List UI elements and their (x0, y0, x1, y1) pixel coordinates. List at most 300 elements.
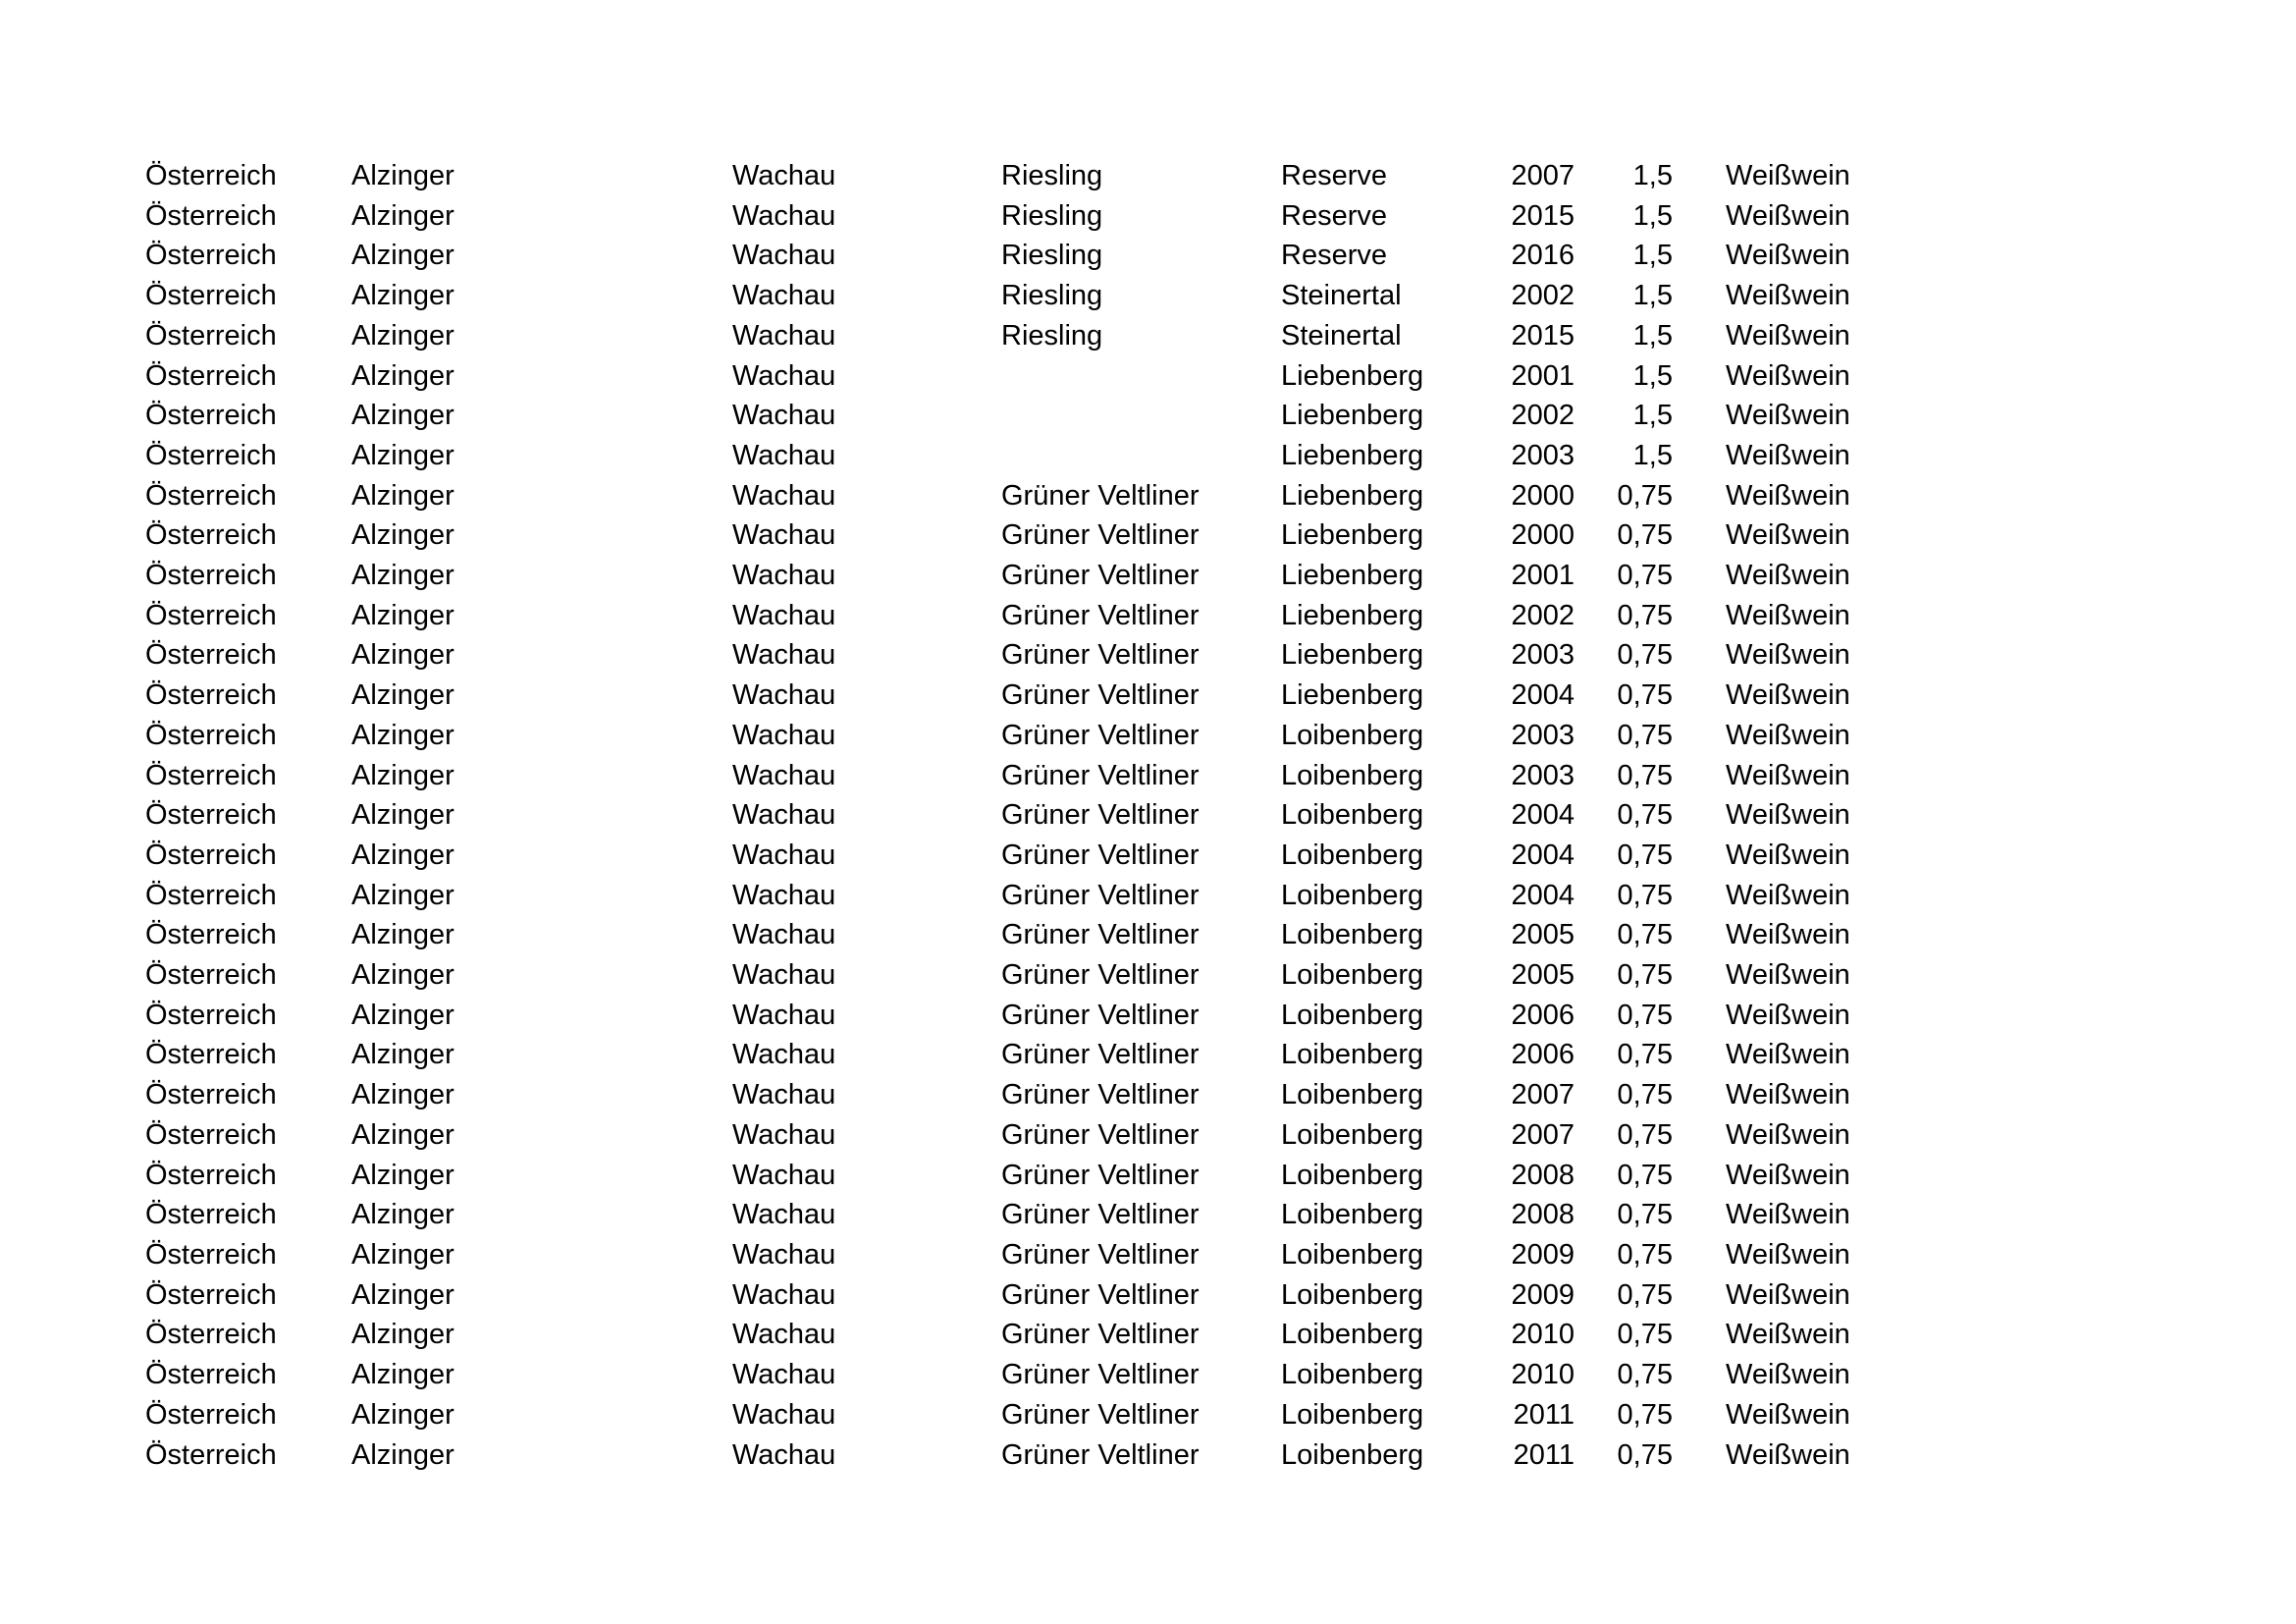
spacer-cell (1673, 196, 1726, 237)
wine-type-cell: Weißwein (1726, 799, 1850, 832)
bottle-size-cell: 0,75 (1617, 1278, 1673, 1311)
spacer-cell (1673, 1115, 1726, 1156)
vintage-cell: 2003 (1511, 719, 1575, 751)
wine-type-cell: Weißwein (1726, 160, 1850, 191)
vintage-cell: 2009 (1511, 1278, 1575, 1311)
bottle-size-cell: 1,5 (1632, 160, 1673, 191)
spacer-cell (1673, 436, 1726, 476)
bottle-size-cell: 0,75 (1617, 1238, 1673, 1271)
producer-cell: Alzinger (351, 919, 454, 951)
spacer-cell (1673, 596, 1726, 636)
spacer-cell (1673, 1275, 1726, 1316)
grape-cell: Grüner Veltliner (1001, 1039, 1200, 1071)
wine-type-cell: Weißwein (1726, 639, 1850, 672)
grape-cell: Riesling (1001, 240, 1103, 272)
vintage-cell: 2000 (1511, 479, 1575, 512)
spacer-cell (1673, 955, 1726, 996)
region-cell: Wachau (732, 1238, 836, 1271)
country-cell: Österreich (145, 240, 277, 272)
bottle-size-cell: 0,75 (1617, 1159, 1673, 1191)
wine-list-body (145, 156, 1902, 1475)
site-cell: Loibenberg (1281, 1199, 1424, 1231)
bottle-size-cell: 0,75 (1617, 1079, 1673, 1111)
region-cell: Wachau (732, 1079, 836, 1111)
site-cell: Loibenberg (1281, 1159, 1424, 1191)
vintage-cell: 2005 (1511, 919, 1575, 951)
vintage-cell: 2007 (1511, 160, 1575, 191)
table-row (145, 1435, 1902, 1476)
site-cell: Loibenberg (1281, 839, 1424, 871)
bottle-size-cell: 0,75 (1617, 1438, 1673, 1471)
vintage-cell: 2007 (1511, 1079, 1575, 1111)
spacer-cell (1673, 1035, 1726, 1075)
grape-cell: Riesling (1001, 199, 1103, 232)
producer-cell: Alzinger (351, 719, 454, 751)
wine-type-cell: Weißwein (1726, 560, 1850, 592)
country-cell: Österreich (145, 639, 277, 672)
bottle-size-cell: 1,5 (1632, 280, 1673, 312)
table-row (145, 915, 1902, 955)
spacer-cell (1673, 1075, 1726, 1115)
table-row (145, 1115, 1902, 1156)
country-cell: Österreich (145, 799, 277, 832)
site-cell: Loibenberg (1281, 1079, 1424, 1111)
table-row (145, 635, 1902, 676)
region-cell: Wachau (732, 280, 836, 312)
vintage-cell: 2002 (1511, 400, 1575, 432)
table-row (145, 1235, 1902, 1275)
table-row (145, 596, 1902, 636)
vintage-cell: 2008 (1511, 1159, 1575, 1191)
table-row (145, 316, 1902, 356)
region-cell: Wachau (732, 879, 836, 911)
spacer-cell (1673, 1315, 1726, 1355)
wine-type-cell: Weißwein (1726, 719, 1850, 751)
producer-cell: Alzinger (351, 1438, 454, 1471)
bottle-size-cell: 1,5 (1632, 199, 1673, 232)
site-cell: Liebenberg (1281, 639, 1424, 672)
wine-type-cell: Weißwein (1726, 1118, 1850, 1151)
grape-cell: Grüner Veltliner (1001, 1319, 1200, 1351)
bottle-size-cell: 0,75 (1617, 919, 1673, 951)
table-row (145, 876, 1902, 916)
site-cell: Loibenberg (1281, 719, 1424, 751)
table-row (145, 436, 1902, 476)
wine-type-cell: Weißwein (1726, 919, 1850, 951)
grape-cell (1001, 356, 1281, 397)
table-row (145, 556, 1902, 596)
grape-cell: Grüner Veltliner (1001, 799, 1200, 832)
bottle-size-cell: 1,5 (1632, 439, 1673, 471)
country-cell: Österreich (145, 160, 277, 191)
bottle-size-cell: 0,75 (1617, 1359, 1673, 1391)
grape-cell: Grüner Veltliner (1001, 879, 1200, 911)
producer-cell: Alzinger (351, 199, 454, 232)
region-cell: Wachau (732, 519, 836, 552)
spacer-cell (1673, 915, 1726, 955)
spacer-cell (1673, 515, 1726, 556)
country-cell: Österreich (145, 1199, 277, 1231)
site-cell: Loibenberg (1281, 919, 1424, 951)
table-row (145, 1035, 1902, 1075)
table-row (145, 1156, 1902, 1196)
bottle-size-cell: 0,75 (1617, 719, 1673, 751)
producer-cell: Alzinger (351, 1118, 454, 1151)
region-cell: Wachau (732, 639, 836, 672)
bottle-size-cell: 1,5 (1632, 240, 1673, 272)
site-cell: Loibenberg (1281, 1438, 1424, 1471)
spacer-cell (1673, 236, 1726, 276)
vintage-cell: 2006 (1511, 999, 1575, 1031)
country-cell: Österreich (145, 1359, 277, 1391)
spacer-cell (1673, 676, 1726, 716)
producer-cell: Alzinger (351, 400, 454, 432)
wine-type-cell: Weißwein (1726, 359, 1850, 392)
table-row (145, 156, 1902, 196)
wine-type-cell: Weißwein (1726, 1319, 1850, 1351)
wine-list-table (145, 156, 1902, 1475)
table-row (145, 716, 1902, 756)
region-cell: Wachau (732, 160, 836, 191)
grape-cell: Grüner Veltliner (1001, 639, 1200, 672)
table-row (145, 396, 1902, 436)
site-cell: Reserve (1281, 199, 1387, 232)
site-cell: Loibenberg (1281, 1238, 1424, 1271)
wine-type-cell: Weißwein (1726, 439, 1850, 471)
wine-type-cell: Weißwein (1726, 1079, 1850, 1111)
bottle-size-cell: 0,75 (1617, 879, 1673, 911)
vintage-cell: 2005 (1511, 959, 1575, 992)
site-cell: Liebenberg (1281, 479, 1424, 512)
producer-cell: Alzinger (351, 1199, 454, 1231)
site-cell: Loibenberg (1281, 1398, 1424, 1431)
table-row (145, 1315, 1902, 1355)
grape-cell: Grüner Veltliner (1001, 1278, 1200, 1311)
spacer-cell (1673, 836, 1726, 876)
bottle-size-cell: 1,5 (1632, 319, 1673, 352)
region-cell: Wachau (732, 759, 836, 791)
country-cell: Österreich (145, 1238, 277, 1271)
table-row (145, 1275, 1902, 1316)
country-cell: Österreich (145, 199, 277, 232)
producer-cell: Alzinger (351, 1079, 454, 1111)
wine-type-cell: Weißwein (1726, 519, 1850, 552)
wine-type-cell: Weißwein (1726, 679, 1850, 712)
spacer-cell (1673, 1355, 1726, 1395)
vintage-cell: 2007 (1511, 1118, 1575, 1151)
site-cell: Loibenberg (1281, 1278, 1424, 1311)
producer-cell: Alzinger (351, 319, 454, 352)
country-cell: Österreich (145, 1079, 277, 1111)
bottle-size-cell: 0,75 (1617, 599, 1673, 631)
bottle-size-cell: 0,75 (1617, 560, 1673, 592)
country-cell: Österreich (145, 560, 277, 592)
grape-cell: Grüner Veltliner (1001, 1079, 1200, 1111)
country-cell: Österreich (145, 1118, 277, 1151)
site-cell: Loibenberg (1281, 1319, 1424, 1351)
bottle-size-cell: 0,75 (1617, 1319, 1673, 1351)
country-cell: Österreich (145, 679, 277, 712)
producer-cell: Alzinger (351, 560, 454, 592)
region-cell: Wachau (732, 1438, 836, 1471)
table-row (145, 1395, 1902, 1435)
vintage-cell: 2011 (1513, 1438, 1575, 1471)
country-cell: Österreich (145, 439, 277, 471)
grape-cell: Grüner Veltliner (1001, 479, 1200, 512)
region-cell: Wachau (732, 999, 836, 1031)
grape-cell: Grüner Veltliner (1001, 519, 1200, 552)
grape-cell: Grüner Veltliner (1001, 839, 1200, 871)
grape-cell: Grüner Veltliner (1001, 959, 1200, 992)
region-cell: Wachau (732, 199, 836, 232)
site-cell: Reserve (1281, 160, 1387, 191)
table-row (145, 515, 1902, 556)
grape-cell: Grüner Veltliner (1001, 719, 1200, 751)
producer-cell: Alzinger (351, 240, 454, 272)
vintage-cell: 2016 (1511, 240, 1575, 272)
spacer-cell (1673, 356, 1726, 397)
country-cell: Österreich (145, 400, 277, 432)
spacer-cell (1673, 396, 1726, 436)
table-row (145, 756, 1902, 796)
region-cell: Wachau (732, 400, 836, 432)
grape-cell: Grüner Veltliner (1001, 599, 1200, 631)
producer-cell: Alzinger (351, 799, 454, 832)
wine-type-cell: Weißwein (1726, 599, 1850, 631)
site-cell: Loibenberg (1281, 999, 1424, 1031)
wine-type-cell: Weißwein (1726, 839, 1850, 871)
site-cell: Loibenberg (1281, 759, 1424, 791)
wine-type-cell: Weißwein (1726, 1278, 1850, 1311)
bottle-size-cell: 0,75 (1617, 839, 1673, 871)
wine-type-cell: Weißwein (1726, 1039, 1850, 1071)
table-row (145, 196, 1902, 237)
region-cell: Wachau (732, 319, 836, 352)
bottle-size-cell: 0,75 (1617, 959, 1673, 992)
region-cell: Wachau (732, 1359, 836, 1391)
producer-cell: Alzinger (351, 519, 454, 552)
wine-type-cell: Weißwein (1726, 1159, 1850, 1191)
bottle-size-cell: 0,75 (1617, 679, 1673, 712)
region-cell: Wachau (732, 240, 836, 272)
vintage-cell: 2006 (1511, 1039, 1575, 1071)
grape-cell: Grüner Veltliner (1001, 1438, 1200, 1471)
wine-type-cell: Weißwein (1726, 879, 1850, 911)
table-row (145, 276, 1902, 316)
producer-cell: Alzinger (351, 679, 454, 712)
region-cell: Wachau (732, 1118, 836, 1151)
grape-cell: Riesling (1001, 319, 1103, 352)
region-cell: Wachau (732, 359, 836, 392)
site-cell: Loibenberg (1281, 1118, 1424, 1151)
region-cell: Wachau (732, 839, 836, 871)
region-cell: Wachau (732, 1199, 836, 1231)
producer-cell: Alzinger (351, 999, 454, 1031)
producer-cell: Alzinger (351, 1039, 454, 1071)
vintage-cell: 2001 (1511, 560, 1575, 592)
region-cell: Wachau (732, 919, 836, 951)
region-cell: Wachau (732, 1398, 836, 1431)
country-cell: Österreich (145, 999, 277, 1031)
producer-cell: Alzinger (351, 839, 454, 871)
site-cell: Liebenberg (1281, 400, 1424, 432)
country-cell: Österreich (145, 1159, 277, 1191)
vintage-cell: 2000 (1511, 519, 1575, 552)
country-cell: Österreich (145, 1319, 277, 1351)
grape-cell: Grüner Veltliner (1001, 759, 1200, 791)
spacer-cell (1673, 316, 1726, 356)
wine-type-cell: Weißwein (1726, 1359, 1850, 1391)
vintage-cell: 2002 (1511, 599, 1575, 631)
site-cell: Reserve (1281, 240, 1387, 272)
producer-cell: Alzinger (351, 439, 454, 471)
region-cell: Wachau (732, 1039, 836, 1071)
country-cell: Österreich (145, 919, 277, 951)
grape-cell (1001, 436, 1281, 476)
spacer-cell (1673, 1395, 1726, 1435)
site-cell: Loibenberg (1281, 959, 1424, 992)
producer-cell: Alzinger (351, 1359, 454, 1391)
vintage-cell: 2011 (1513, 1398, 1575, 1431)
grape-cell: Grüner Veltliner (1001, 999, 1200, 1031)
bottle-size-cell: 0,75 (1617, 799, 1673, 832)
site-cell: Liebenberg (1281, 359, 1424, 392)
table-row (145, 476, 1902, 516)
country-cell: Österreich (145, 479, 277, 512)
region-cell: Wachau (732, 599, 836, 631)
vintage-cell: 2003 (1511, 759, 1575, 791)
grape-cell: Riesling (1001, 280, 1103, 312)
wine-type-cell: Weißwein (1726, 199, 1850, 232)
vintage-cell: 2004 (1511, 879, 1575, 911)
country-cell: Österreich (145, 599, 277, 631)
region-cell: Wachau (732, 679, 836, 712)
country-cell: Österreich (145, 719, 277, 751)
vintage-cell: 2008 (1511, 1199, 1575, 1231)
region-cell: Wachau (732, 959, 836, 992)
vintage-cell: 2004 (1511, 839, 1575, 871)
table-row (145, 795, 1902, 836)
spacer-cell (1673, 1195, 1726, 1235)
spacer-cell (1673, 1235, 1726, 1275)
bottle-size-cell: 0,75 (1617, 999, 1673, 1031)
producer-cell: Alzinger (351, 359, 454, 392)
table-row (145, 236, 1902, 276)
grape-cell: Grüner Veltliner (1001, 560, 1200, 592)
site-cell: Liebenberg (1281, 560, 1424, 592)
country-cell: Österreich (145, 1278, 277, 1311)
site-cell: Liebenberg (1281, 599, 1424, 631)
vintage-cell: 2001 (1511, 359, 1575, 392)
wine-type-cell: Weißwein (1726, 1438, 1850, 1471)
vintage-cell: 2015 (1511, 199, 1575, 232)
grape-cell: Grüner Veltliner (1001, 1118, 1200, 1151)
spacer-cell (1673, 795, 1726, 836)
table-row (145, 1075, 1902, 1115)
bottle-size-cell: 0,75 (1617, 1398, 1673, 1431)
producer-cell: Alzinger (351, 879, 454, 911)
table-row (145, 996, 1902, 1036)
country-cell: Österreich (145, 759, 277, 791)
spacer-cell (1673, 556, 1726, 596)
wine-type-cell: Weißwein (1726, 479, 1850, 512)
vintage-cell: 2004 (1511, 679, 1575, 712)
table-row (145, 836, 1902, 876)
country-cell: Österreich (145, 280, 277, 312)
spacer-cell (1673, 996, 1726, 1036)
spacer-cell (1673, 716, 1726, 756)
bottle-size-cell: 0,75 (1617, 759, 1673, 791)
grape-cell: Grüner Veltliner (1001, 1238, 1200, 1271)
producer-cell: Alzinger (351, 1398, 454, 1431)
producer-cell: Alzinger (351, 1238, 454, 1271)
vintage-cell: 2010 (1511, 1359, 1575, 1391)
bottle-size-cell: 0,75 (1617, 1118, 1673, 1151)
region-cell: Wachau (732, 479, 836, 512)
grape-cell (1001, 396, 1281, 436)
spacer-cell (1673, 635, 1726, 676)
table-row (145, 955, 1902, 996)
region-cell: Wachau (732, 719, 836, 751)
spacer-cell (1673, 756, 1726, 796)
bottle-size-cell: 0,75 (1617, 1039, 1673, 1071)
bottle-size-cell: 0,75 (1617, 639, 1673, 672)
producer-cell: Alzinger (351, 1159, 454, 1191)
region-cell: Wachau (732, 560, 836, 592)
producer-cell: Alzinger (351, 479, 454, 512)
country-cell: Österreich (145, 1398, 277, 1431)
vintage-cell: 2010 (1511, 1319, 1575, 1351)
country-cell: Österreich (145, 1039, 277, 1071)
site-cell: Steinertal (1281, 280, 1402, 312)
country-cell: Österreich (145, 1438, 277, 1471)
bottle-size-cell: 1,5 (1632, 400, 1673, 432)
wine-type-cell: Weißwein (1726, 319, 1850, 352)
producer-cell: Alzinger (351, 639, 454, 672)
spacer-cell (1673, 1156, 1726, 1196)
producer-cell: Alzinger (351, 280, 454, 312)
country-cell: Österreich (145, 519, 277, 552)
producer-cell: Alzinger (351, 759, 454, 791)
wine-type-cell: Weißwein (1726, 240, 1850, 272)
spacer-cell (1673, 156, 1726, 196)
site-cell: Loibenberg (1281, 799, 1424, 832)
site-cell: Liebenberg (1281, 439, 1424, 471)
grape-cell: Grüner Veltliner (1001, 919, 1200, 951)
region-cell: Wachau (732, 1278, 836, 1311)
region-cell: Wachau (732, 799, 836, 832)
country-cell: Österreich (145, 839, 277, 871)
vintage-cell: 2002 (1511, 280, 1575, 312)
site-cell: Loibenberg (1281, 1359, 1424, 1391)
country-cell: Österreich (145, 359, 277, 392)
wine-type-cell: Weißwein (1726, 999, 1850, 1031)
grape-cell: Grüner Veltliner (1001, 1199, 1200, 1231)
bottle-size-cell: 0,75 (1617, 1199, 1673, 1231)
producer-cell: Alzinger (351, 160, 454, 191)
site-cell: Liebenberg (1281, 519, 1424, 552)
country-cell: Österreich (145, 319, 277, 352)
producer-cell: Alzinger (351, 1278, 454, 1311)
spacer-cell (1673, 476, 1726, 516)
site-cell: Liebenberg (1281, 679, 1424, 712)
site-cell: Steinertal (1281, 319, 1402, 352)
wine-type-cell: Weißwein (1726, 759, 1850, 791)
site-cell: Loibenberg (1281, 879, 1424, 911)
region-cell: Wachau (732, 439, 836, 471)
grape-cell: Riesling (1001, 160, 1103, 191)
vintage-cell: 2009 (1511, 1238, 1575, 1271)
